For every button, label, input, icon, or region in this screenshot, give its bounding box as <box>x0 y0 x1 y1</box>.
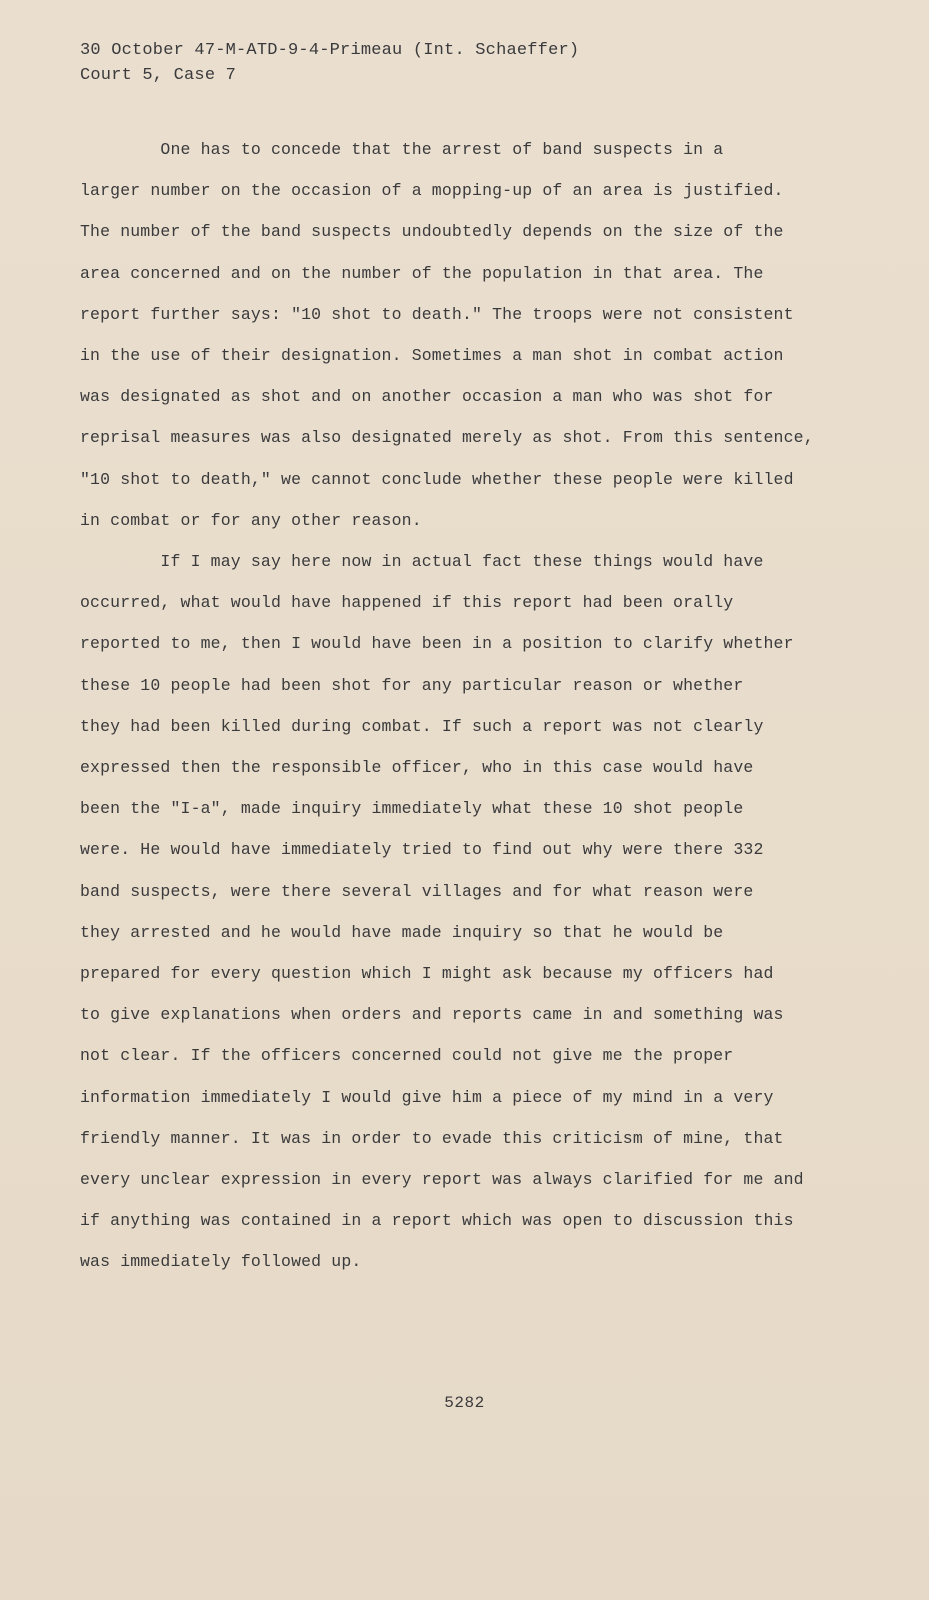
text-line: reported to me, then I would have been in a position to clarify whether <box>80 634 794 654</box>
text-line: area concerned and on the number of the population in that area. The <box>80 263 764 283</box>
document-header <box>80 38 579 88</box>
text-line: One has to concede that the arrest of band suspects in a <box>80 140 724 159</box>
text-line: these 10 people had been shot for any particular reason or whether <box>80 675 744 695</box>
text-line: friendly manner. It was in order to evade this criticism of mine, that <box>80 1128 784 1148</box>
text-line: larger number on the occasion of a mopping-up of an area is justified. <box>80 181 784 201</box>
text-line: they arrested and he would have made inquiry so that he would be <box>80 922 724 942</box>
text-line: prepared for every question which I might ask because my officers had <box>80 964 774 983</box>
text-line: in the use of their designation. Sometimes a man shot in combat action <box>80 346 784 365</box>
text-line: was immediately followed up. <box>80 1252 362 1272</box>
text-line: if anything was contained in a report which was open to discussion this <box>80 1211 794 1231</box>
text-line: expressed then the responsible officer, who in this case would have <box>80 758 754 777</box>
text-line: was designated as shot and on another occasion a man who was shot for <box>80 387 774 407</box>
text-line: not clear. If the officers concerned could not give me the proper <box>80 1046 734 1066</box>
text-line: in combat or for any other reason. <box>80 510 422 530</box>
text-line: every unclear expression in every report was always clarified for me and <box>80 1170 804 1189</box>
text-line: "10 shot to death," we cannot conclude whether these people were killed <box>80 469 794 489</box>
header-date-reference: 30 October 47-M-ATD-9-4-Primeau (Int. Schaeffer) <box>80 41 580 60</box>
text-line: they had been killed during combat. If such a report was not clearly <box>80 716 764 736</box>
text-line: The number of the band suspects undoubtedly depends on the size of the <box>80 222 784 242</box>
text-line: information immediately I would give him a piece of my mind in a very <box>80 1087 774 1107</box>
text-line: to give explanations when orders and reports came in and something was <box>80 1005 784 1025</box>
text-line: were. He would have immediately tried to find out why were there 332 <box>80 840 764 860</box>
text-line: If I may say here now in actual fact these things would have <box>80 552 764 571</box>
text-line: band suspects, were there several villages and for what reason were <box>80 881 754 901</box>
header-court-case: Court 5, Case 7 <box>80 66 237 85</box>
page-number: 5282 <box>444 1394 485 1412</box>
text-line: reprisal measures was also designated merely as shot. From this sentence, <box>80 428 814 448</box>
text-line: report further says: "10 shot to death." The troops were not consistent <box>80 304 794 324</box>
text-line: occurred, what would have happened if this report had been orally <box>80 593 734 613</box>
text-line: been the "I-a", made inquiry immediately what these 10 shot people <box>80 799 744 819</box>
